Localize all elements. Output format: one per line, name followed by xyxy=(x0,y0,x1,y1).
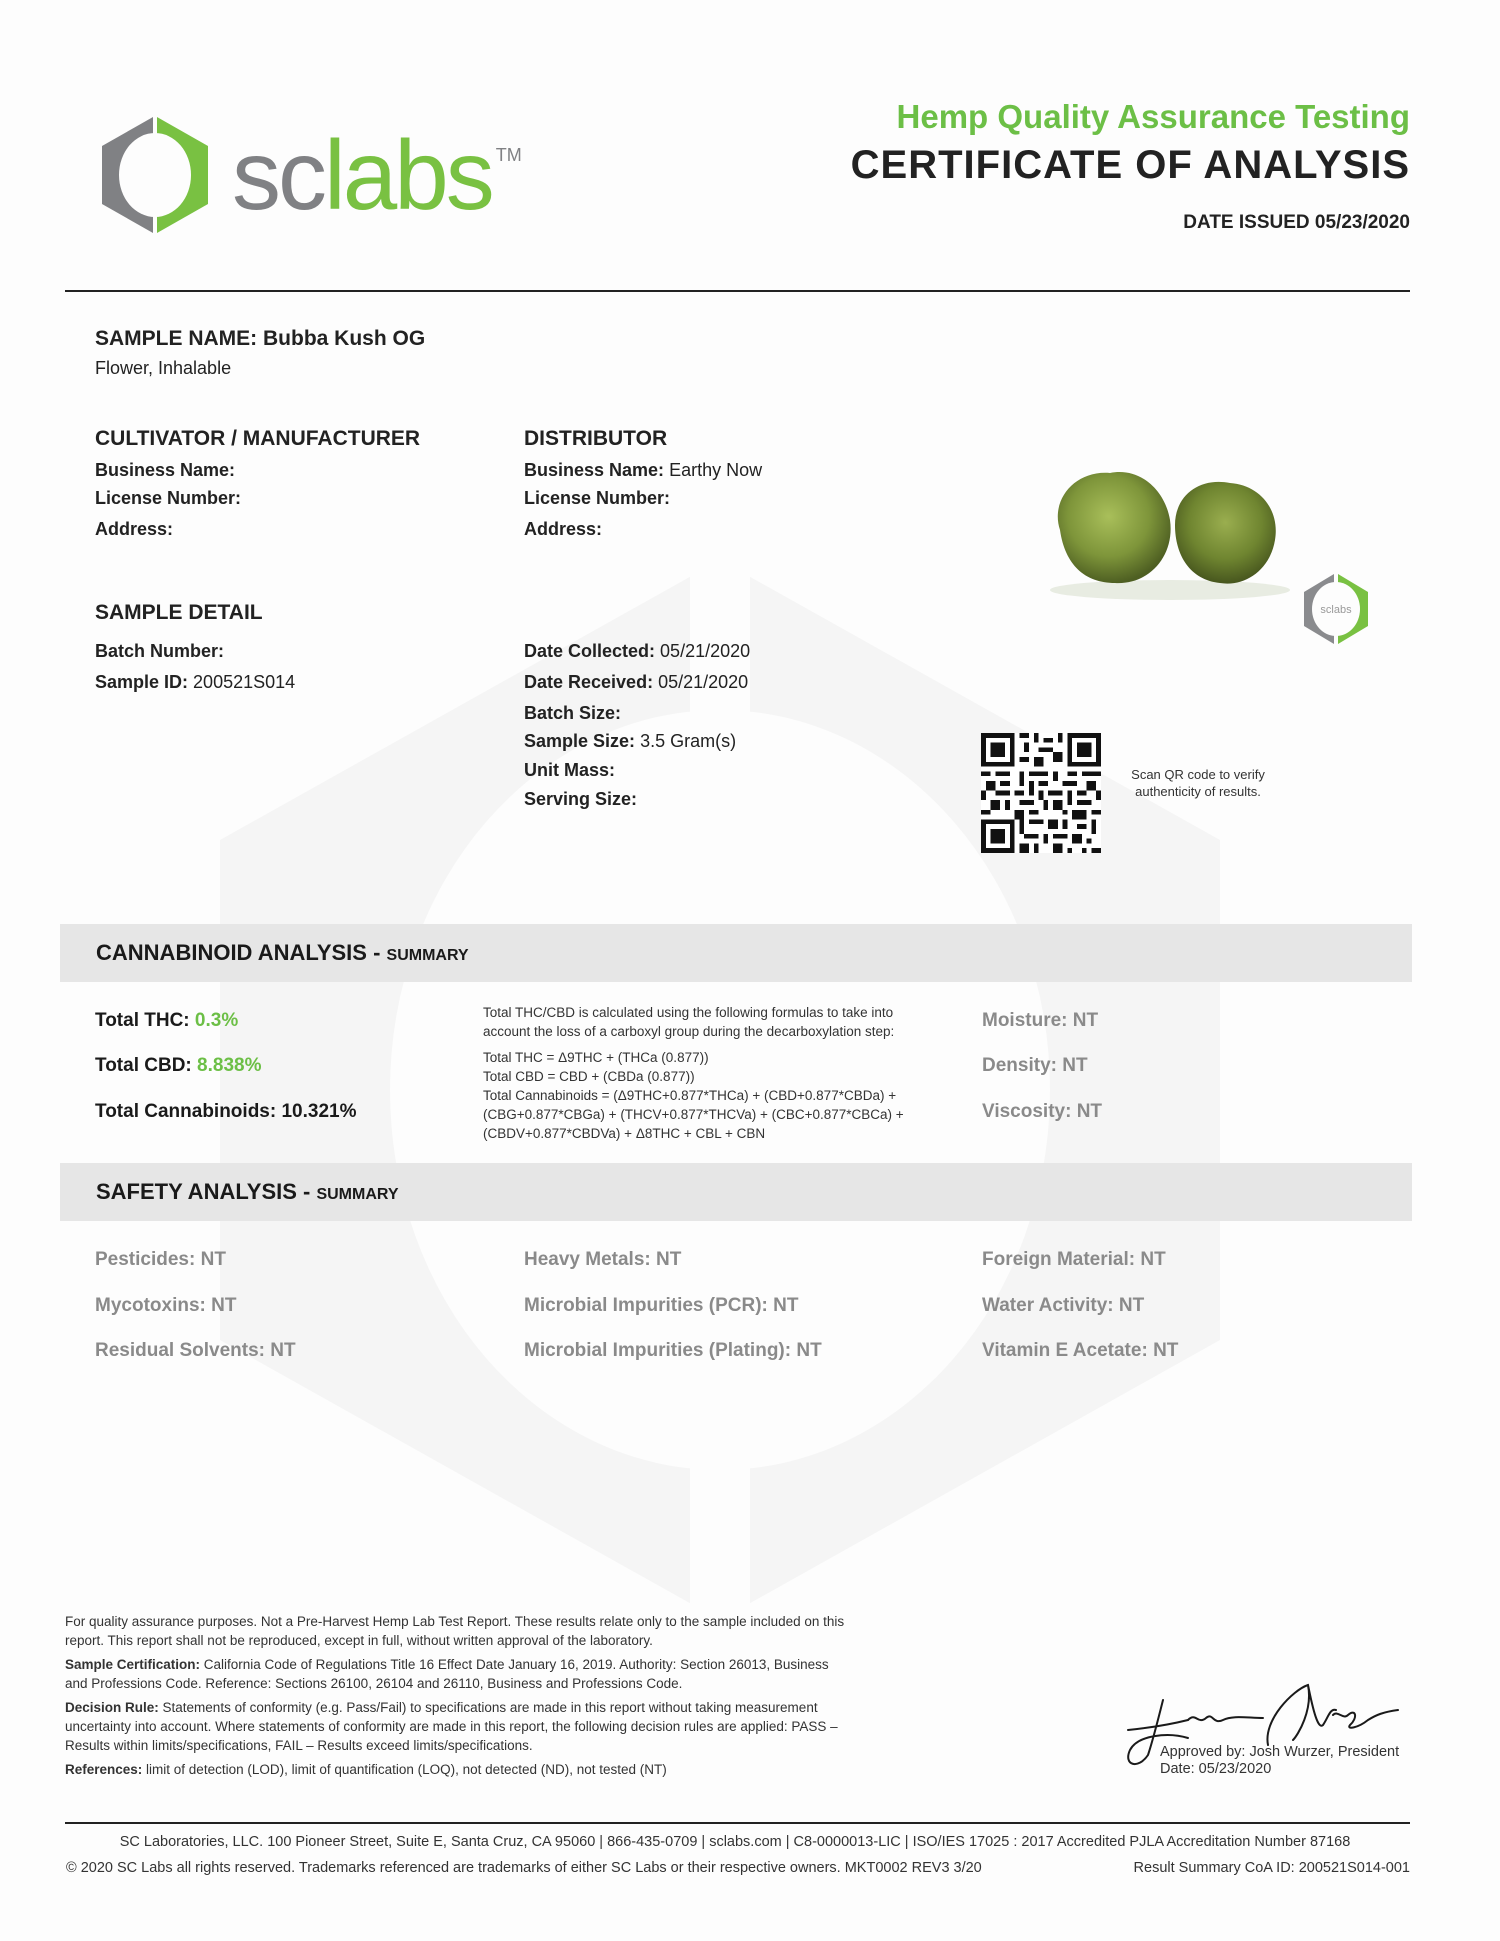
sample-certification xyxy=(65,1655,845,1693)
distributor-license xyxy=(524,488,670,509)
safety-water-activity xyxy=(982,1295,1144,1317)
references xyxy=(65,1760,845,1779)
cannabinoid-section-header xyxy=(60,924,1412,982)
section-title-text: CANNABINOID ANALYSIS - xyxy=(96,940,387,965)
qr-code[interactable] xyxy=(981,733,1101,853)
total-thc-label: Total THC: xyxy=(95,1010,190,1031)
qr-caption-line: Scan QR code to verify xyxy=(1131,767,1265,782)
batch-number xyxy=(95,641,224,662)
sample-size xyxy=(524,731,736,752)
sample-name-label: SAMPLE NAME: xyxy=(95,327,258,350)
approval-date: Date: 05/23/2020 xyxy=(1160,1761,1272,1777)
total-thc xyxy=(95,1010,238,1032)
logo-tm: TM xyxy=(495,145,522,165)
safety-vitamin-e-acetate xyxy=(982,1340,1178,1362)
safety-section-title xyxy=(96,1179,399,1205)
field-label: Business Name: xyxy=(524,460,665,480)
distributor-address xyxy=(524,519,602,540)
field-label: Date Received: xyxy=(524,672,654,692)
formula-line: Total CBD = CBD + (CBDa (0.877)) xyxy=(483,1069,695,1084)
field-label: Address: xyxy=(95,519,174,539)
references-label: References: xyxy=(65,1762,143,1777)
cultivator-license xyxy=(95,488,241,509)
safety-value: NT xyxy=(656,1249,682,1270)
field-label: Batch Number: xyxy=(95,641,225,661)
decision-label: Decision Rule: xyxy=(65,1700,159,1715)
total-cbd xyxy=(95,1055,261,1077)
cultivator-business-name xyxy=(95,460,235,481)
sample-detail-heading: SAMPLE DETAIL xyxy=(95,601,263,624)
safety-label: Vitamin E Acetate: xyxy=(982,1340,1148,1361)
decision-rule xyxy=(65,1698,845,1755)
report-subtitle: Hemp Quality Assurance Testing xyxy=(896,98,1410,135)
safety-value: NT xyxy=(270,1340,296,1361)
footer-company-info: SC Laboratories, LLC. 100 Pioneer Street, Suite E, Santa Cruz, CA 95060 | 866-435-0709 | sclabs.com | C8-0000013-LIC | ISO/IES 17025 : 2017 Accredited PJLA Accreditation Number 87168 xyxy=(119,1834,1351,1850)
references-text: limit of detection (LOD), limit of quantification (LOQ), not detected (ND), not tested (NT) xyxy=(142,1762,667,1777)
safety-label: Water Activity: xyxy=(982,1295,1114,1316)
svg-text:sclabs: sclabs xyxy=(1320,604,1352,616)
safety-value: NT xyxy=(200,1249,226,1270)
serving-size xyxy=(524,789,637,810)
field-label: Business Name: xyxy=(95,460,236,480)
field-label: Sample Size: xyxy=(524,731,636,751)
qr-caption-line: authenticity of results. xyxy=(1135,784,1261,799)
field-value: 05/21/2020 xyxy=(658,672,749,692)
certification-label: Sample Certification: xyxy=(65,1657,201,1672)
safety-label: Microbial Impurities (Plating): xyxy=(524,1340,792,1361)
sclabs-logo xyxy=(100,115,522,235)
section-subtitle-text: SUMMARY xyxy=(316,1186,399,1203)
total-cannabinoids-label: Total Cannabinoids: xyxy=(95,1101,277,1122)
moisture: Moisture: NT xyxy=(982,1010,1099,1031)
formula-line: (CBG+0.877*CBGa) + (THCV+0.877*THCVa) + (CBC+0.877*CBCa) + xyxy=(483,1107,904,1122)
footer-copyright: © 2020 SC Labs all rights reserved. Trademarks referenced are trademarks of either SC Labs or their respective owners. MKT0002 REV3 3/20 xyxy=(66,1860,982,1876)
report-title: CERTIFICATE OF ANALYSIS xyxy=(850,143,1410,187)
formula-intro: Total THC/CBD is calculated using the following formulas to take into xyxy=(483,1005,894,1020)
field-value: 3.5 Gram(s) xyxy=(640,731,737,751)
safety-microbial-plating xyxy=(524,1340,822,1362)
safety-label: Heavy Metals: xyxy=(524,1249,651,1270)
safety-value: NT xyxy=(211,1295,237,1316)
sample-id xyxy=(95,672,295,693)
field-label: Unit Mass: xyxy=(524,760,616,780)
formula-line: Total THC = Δ9THC + (THCa (0.877)) xyxy=(483,1050,709,1065)
qr-caption xyxy=(1118,766,1278,800)
field-value: Earthy Now xyxy=(669,460,763,480)
date-collected xyxy=(524,641,750,662)
safety-label: Foreign Material: xyxy=(982,1249,1136,1270)
total-cannabinoids xyxy=(95,1101,357,1123)
field-label: Batch Size: xyxy=(524,703,622,723)
safety-value: NT xyxy=(1140,1249,1166,1270)
sample-name-value: Bubba Kush OG xyxy=(263,327,426,350)
cultivator-heading: CULTIVATOR / MANUFACTURER xyxy=(95,427,421,450)
section-subtitle-text: SUMMARY xyxy=(386,947,469,964)
safety-value: NT xyxy=(796,1340,822,1361)
field-label: License Number: xyxy=(524,488,671,508)
logo-labs: labs xyxy=(324,120,492,230)
logo-wordmark xyxy=(232,120,522,230)
section-title-text: SAFETY ANALYSIS - xyxy=(96,1179,317,1204)
cannabinoid-section-title xyxy=(96,940,469,966)
certification-text: California Code of Regulations Title 16 Effect Date January 16, 2019. Authority: Section 26013, Business and Professions Code. Reference: Sections 26100, 26104 and 26110, Business and Professions Code. xyxy=(65,1657,829,1691)
cultivator-address xyxy=(95,519,173,540)
field-label: License Number: xyxy=(95,488,242,508)
batch-size xyxy=(524,703,621,724)
safety-value: NT xyxy=(773,1295,799,1316)
hexagon-logo-icon xyxy=(100,115,210,235)
footer-divider xyxy=(65,1822,1410,1824)
safety-section-header xyxy=(60,1163,1412,1221)
formula-block xyxy=(483,1003,963,1143)
decision-text: Statements of conformity (e.g. Pass/Fail) to specifications are made in this report without taking measurement uncertainty into account. Where statements of conformity are made in this report, the following decision rules are applied: PASS – Results within limits/specifications, FAIL – Results exceed limits/specifications. xyxy=(65,1700,838,1753)
formula-line: Total Cannabinoids = (Δ9THC+0.877*THCa) + (CBD+0.877*CBDa) + xyxy=(483,1088,897,1103)
formula-line: (CBDV+0.877*CBDVa) + Δ8THC + CBL + CBN xyxy=(483,1126,766,1141)
viscosity: Viscosity: NT xyxy=(982,1101,1103,1122)
total-cannabinoids-value: 10.321% xyxy=(281,1101,357,1122)
total-thc-value: 0.3% xyxy=(194,1010,239,1031)
date-issued: DATE ISSUED 05/23/2020 xyxy=(1183,212,1410,233)
sclabs-badge-icon xyxy=(1303,573,1369,645)
safety-heavy-metals xyxy=(524,1249,681,1271)
disclaimer xyxy=(65,1612,845,1784)
distributor-business-name xyxy=(524,460,762,481)
unit-mass xyxy=(524,760,615,781)
footer-coa-id: Result Summary CoA ID: 200521S014-001 xyxy=(1133,1860,1410,1876)
sample-name xyxy=(95,327,425,351)
formula-intro: account the loss of a carboxyl group during the decarboxylation step: xyxy=(483,1024,895,1039)
approval-block xyxy=(1160,1744,1399,1778)
safety-mycotoxins xyxy=(95,1295,236,1317)
date-received xyxy=(524,672,748,693)
field-value: 05/21/2020 xyxy=(660,641,751,661)
disclaimer-intro: For quality assurance purposes. Not a Pre-Harvest Hemp Lab Test Report. These results relate only to the sample included on this report. This report shall not be reproduced, except in full, without written approval of the laboratory. xyxy=(65,1614,845,1648)
total-cbd-value: 8.838% xyxy=(197,1055,262,1076)
safety-foreign-material xyxy=(982,1249,1166,1271)
safety-residual-solvents xyxy=(95,1340,296,1362)
logo-sc: sc xyxy=(232,120,324,230)
sample-type: Flower, Inhalable xyxy=(95,358,232,378)
safety-label: Mycotoxins: xyxy=(95,1295,206,1316)
field-label: Sample ID: xyxy=(95,672,189,692)
safety-label: Microbial Impurities (PCR): xyxy=(524,1295,768,1316)
field-label: Address: xyxy=(524,519,603,539)
distributor-heading: DISTRIBUTOR xyxy=(524,427,668,450)
product-photo xyxy=(1030,455,1300,605)
header-divider xyxy=(65,290,1410,292)
safety-microbial-pcr xyxy=(524,1295,798,1317)
field-label: Date Collected: xyxy=(524,641,656,661)
approved-by: Approved by: Josh Wurzer, President xyxy=(1160,1744,1400,1760)
density: Density: NT xyxy=(982,1055,1088,1076)
field-value: 200521S014 xyxy=(193,672,296,692)
safety-pesticides xyxy=(95,1249,226,1271)
safety-label: Residual Solvents: xyxy=(95,1340,265,1361)
field-label: Serving Size: xyxy=(524,789,638,809)
safety-label: Pesticides: xyxy=(95,1249,196,1270)
safety-value: NT xyxy=(1153,1340,1179,1361)
safety-value: NT xyxy=(1118,1295,1145,1316)
total-cbd-label: Total CBD: xyxy=(95,1055,192,1076)
